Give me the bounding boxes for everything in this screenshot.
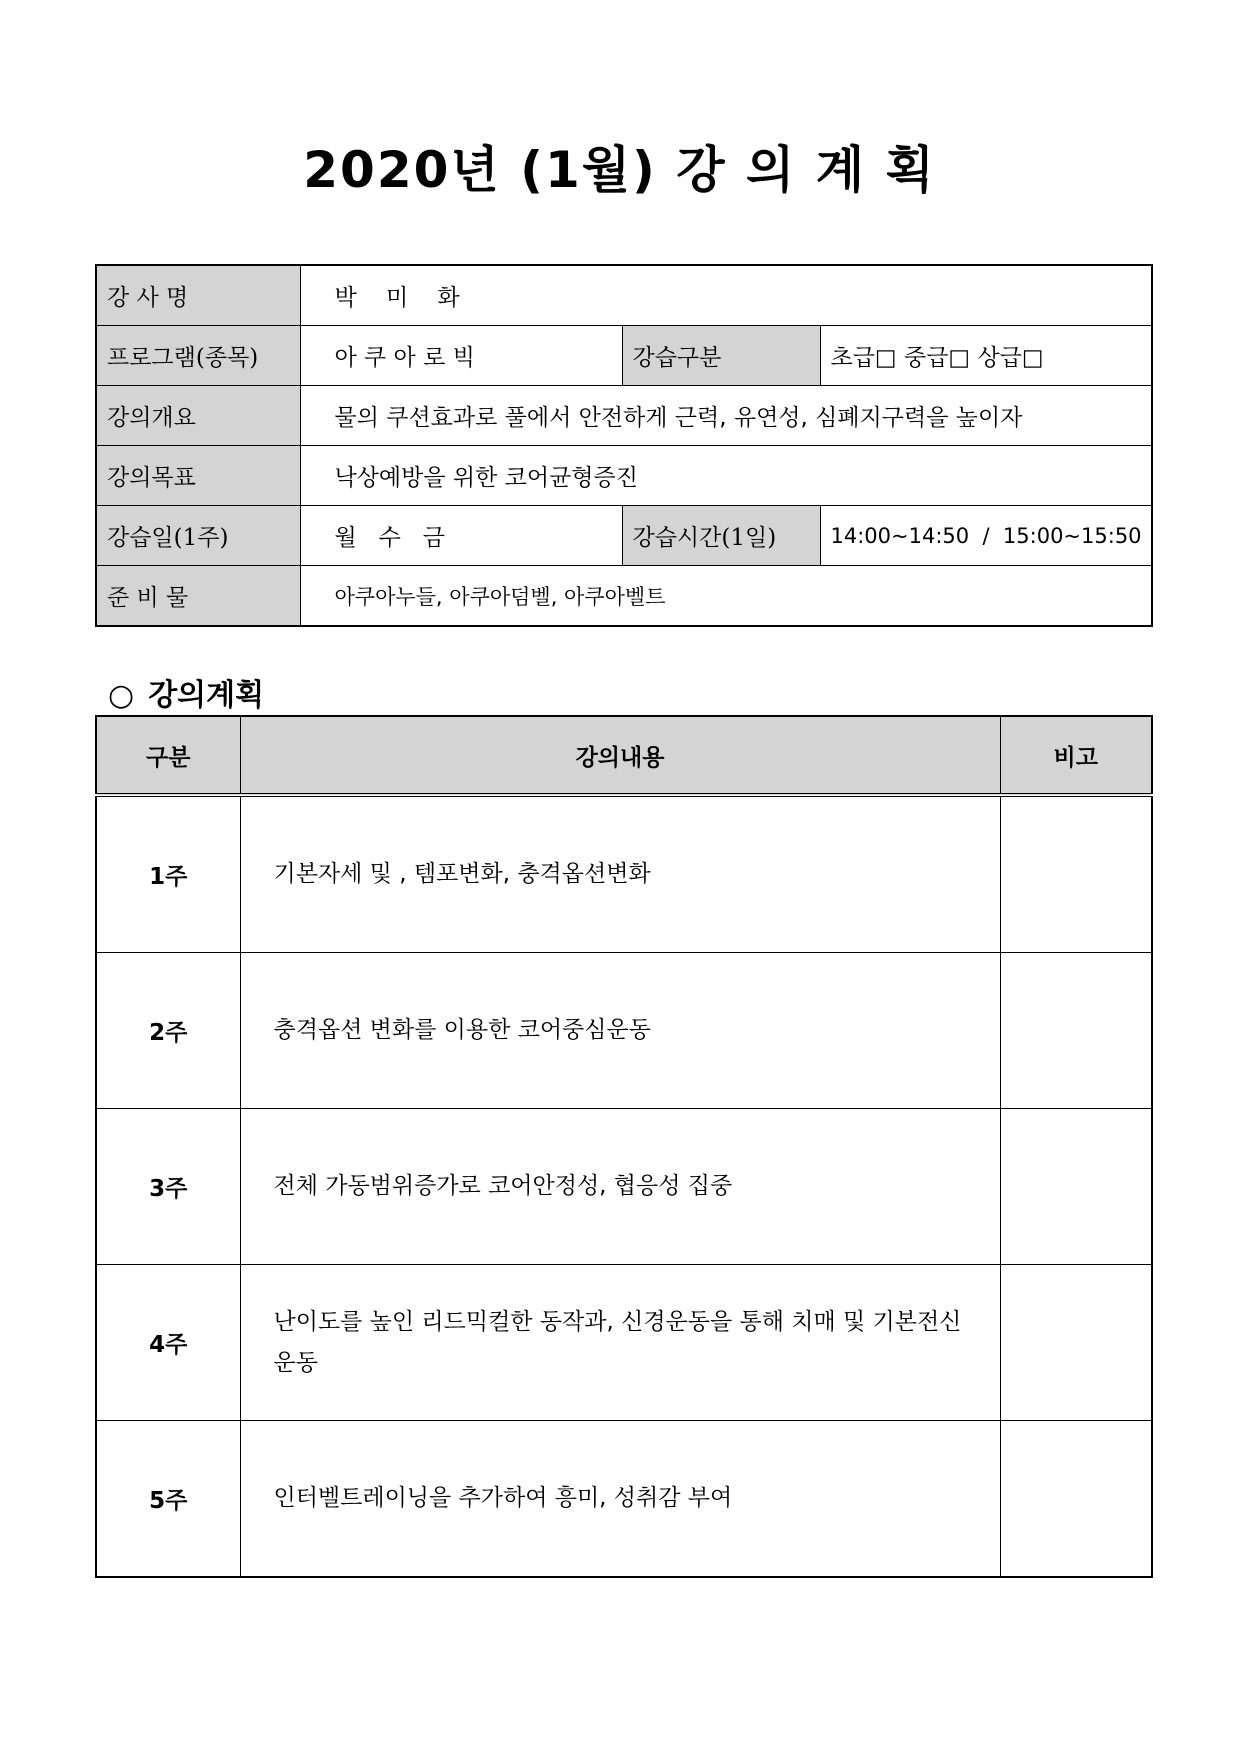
overview-value: 물의 쿠션효과로 풀에서 안전하게 근력, 유연성, 심폐지구력을 높이자: [300, 386, 1152, 446]
content-cell: 인터벨트레이닝을 추가하여 흥미, 성취감 부여: [240, 1421, 1000, 1578]
overview-row: [96, 386, 1152, 446]
week-cell: 4주: [96, 1265, 240, 1421]
instructor-label: 강 사 명: [96, 265, 300, 326]
note-cell: [1000, 953, 1152, 1109]
table-row: [96, 953, 1152, 1109]
table-row: [96, 1109, 1152, 1265]
instructor-value: 박 미 화: [300, 265, 1152, 326]
program-label: 프로그램(종목): [96, 326, 300, 386]
level-value: 초급□ 중급□ 상급□: [820, 326, 1152, 386]
program-row: [96, 326, 1152, 386]
circle-bullet-icon: ○: [108, 678, 135, 713]
note-cell: [1000, 1109, 1152, 1265]
goal-value: 낙상예방을 위한 코어균형증진: [300, 446, 1152, 506]
level-label: 강습구분: [622, 326, 820, 386]
note-cell: [1000, 1421, 1152, 1578]
table-row: [96, 1265, 1152, 1421]
schedule-row: [96, 506, 1152, 566]
week-cell: 5주: [96, 1421, 240, 1578]
program-value: 아 쿠 아 로 빅: [300, 326, 622, 386]
section-heading: [108, 670, 264, 714]
note-cell: [1000, 795, 1152, 953]
header-content: 강의내용: [240, 716, 1000, 795]
goal-row: [96, 446, 1152, 506]
week-cell: 2주: [96, 953, 240, 1109]
table-row: [96, 1421, 1152, 1578]
info-table: [95, 264, 1153, 627]
days-label: 강습일(1주): [96, 506, 300, 566]
section-title: 강의계획: [148, 678, 265, 713]
note-cell: [1000, 1265, 1152, 1421]
week-cell: 1주: [96, 795, 240, 953]
content-cell: 전체 가동범위증가로 코어안정성, 협응성 집중: [240, 1109, 1000, 1265]
content-cell: 충격옵션 변화를 이용한 코어중심운동: [240, 953, 1000, 1109]
plan-table: [95, 715, 1153, 1578]
content-cell: 기본자세 및 , 템포변화, 충격옵션변화: [240, 795, 1000, 953]
instructor-row: [96, 265, 1152, 326]
plan-header-row: [96, 716, 1152, 795]
page-title: 2020년 (1월) 강 의 계 획: [303, 141, 936, 199]
content-cell: 난이도를 높인 리드믹컬한 동작과, 신경운동을 통해 치매 및 기본전신운동: [240, 1265, 1000, 1421]
supplies-label: 준 비 물: [96, 566, 300, 627]
overview-label: 강의개요: [96, 386, 300, 446]
supplies-row: [96, 566, 1152, 627]
time-label: 강습시간(1일): [622, 506, 820, 566]
header-note: 비고: [1000, 716, 1152, 795]
days-value: 월 수 금: [300, 506, 622, 566]
week-cell: 3주: [96, 1109, 240, 1265]
header-week: 구분: [96, 716, 240, 795]
table-row: [96, 795, 1152, 953]
goal-label: 강의목표: [96, 446, 300, 506]
supplies-value: 아쿠아누들, 아쿠아덤벨, 아쿠아벨트: [300, 566, 1152, 627]
time-value: 14:00~14:50 / 15:00~15:50: [820, 506, 1152, 566]
